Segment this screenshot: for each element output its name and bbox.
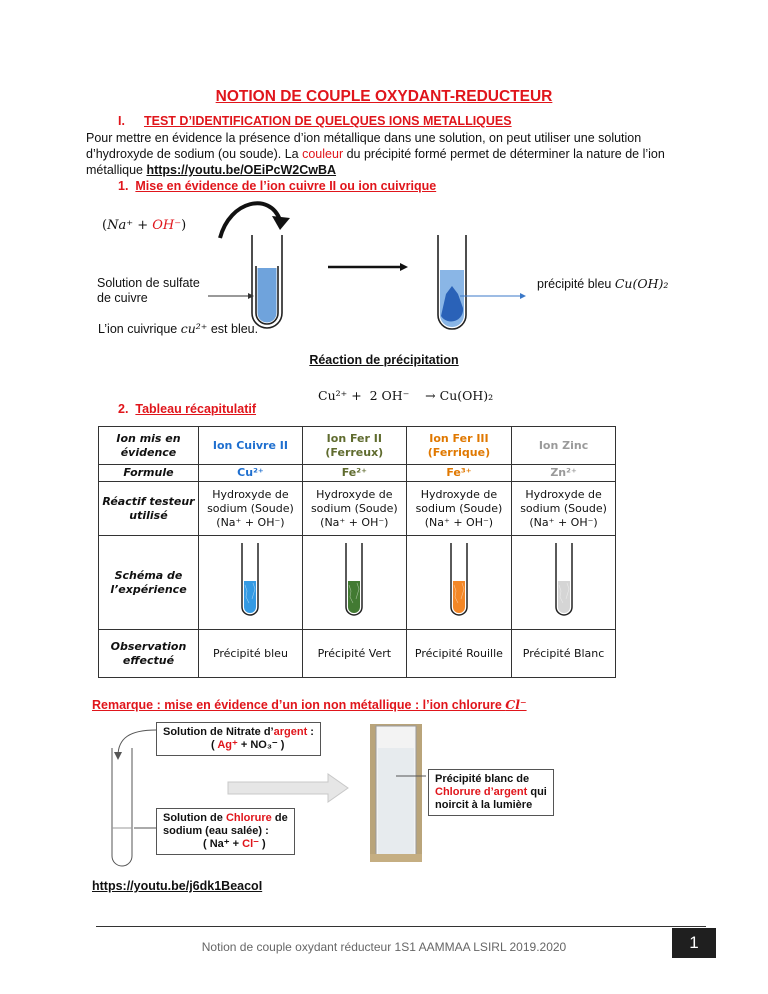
reagent-oh: OH⁻	[152, 218, 182, 233]
box-text: ( Na⁺ +	[203, 838, 243, 850]
reagent-line: sodium (Soude)	[520, 501, 607, 515]
ion-name: Ion Fer III	[429, 431, 489, 445]
tube-cell	[406, 536, 511, 630]
tube-cell	[199, 536, 303, 630]
box-text: sodium (eau salée) :	[163, 825, 269, 837]
box-text: )	[258, 838, 266, 850]
reagent-line: (Na⁺ + OH⁻)	[216, 515, 285, 529]
section-heading	[118, 114, 512, 128]
box-highlight: Chlorure d’argent	[435, 786, 528, 798]
reagent-line: (Na⁺ + OH⁻)	[529, 515, 598, 529]
test-tube-before	[252, 235, 282, 328]
ion-subname: (Ferrique)	[427, 445, 491, 459]
subsection-1-title: Mise en évidence de l’ion cuivre II ou ion cuivrique	[135, 179, 437, 193]
ion-statement-text2: est bleu.	[207, 322, 259, 336]
section-number: I.	[118, 114, 125, 128]
ion-name: Ion Zinc	[538, 438, 589, 452]
box-text: (	[211, 739, 218, 751]
box-text: :	[307, 726, 314, 738]
sodium-chloride-box	[156, 808, 295, 855]
reagent-line: Hydroxyde de	[316, 487, 393, 501]
table-row	[99, 465, 616, 482]
intro-paragraph	[86, 130, 686, 178]
para-highlight: couleur	[302, 147, 344, 161]
table-row	[99, 630, 616, 678]
remark-formula: Cl⁻	[505, 697, 527, 712]
test-tube-after	[438, 235, 466, 329]
subsection-2-title: Tableau récapitulatif	[135, 402, 257, 416]
experiment-diagram	[80, 190, 700, 330]
box-text: + NO₃⁻ )	[237, 739, 285, 751]
pour-arrow-head	[272, 216, 290, 230]
pour-arrow	[220, 203, 280, 238]
reagent-cell	[406, 482, 511, 536]
reagent-line: Hydroxyde de	[212, 487, 289, 501]
summary-table	[98, 426, 616, 678]
reagent-line: sodium (Soude)	[415, 501, 503, 515]
ion-statement-formula: cu²⁺	[180, 321, 208, 336]
ion-formula: Cu²⁺	[199, 465, 303, 482]
section-title: TEST D’IDENTIFICATION DE QUELQUES IONS METALLIQUES	[144, 114, 512, 128]
tube-cell	[302, 536, 406, 630]
reagent-line: sodium (Soude)	[310, 501, 398, 515]
solution-label-line2: de cuivre	[97, 291, 148, 305]
table-cell	[512, 427, 616, 465]
remark-heading	[92, 697, 527, 712]
ion-name: Ion Cuivre II	[212, 438, 288, 452]
precipitate-label	[537, 276, 668, 291]
footer-divider	[96, 926, 706, 927]
row-header: Formule	[99, 465, 199, 482]
table-cell	[302, 427, 406, 465]
row-header: Schéma de l’expérience	[99, 536, 199, 630]
ion-subname: (Ferreux)	[325, 445, 384, 459]
page-number: 1	[672, 928, 716, 958]
box-highlight: Ag⁺	[217, 739, 238, 751]
row-header: Ion mis en évidence	[99, 427, 199, 465]
table-row	[99, 482, 616, 536]
reagent-cell	[512, 482, 616, 536]
solution-label	[97, 276, 200, 306]
reagent-cell	[302, 482, 406, 536]
box-highlight: Chlorure	[225, 812, 272, 824]
subsection-2-heading	[118, 402, 256, 416]
box-text: Précipité blanc de	[435, 773, 530, 785]
box-text: qui	[527, 786, 547, 798]
subsection-2-number: 2.	[118, 402, 129, 416]
reagent-formula: (Na⁺ + OH⁻)	[102, 218, 187, 233]
reaction-equation: Cu²⁺ + 2 OH⁻ → Cu(OH)₂	[318, 388, 494, 403]
test-tube-icon	[444, 541, 474, 621]
reagent-cell	[199, 482, 303, 536]
box-text: Solution de Nitrate d’	[163, 726, 274, 738]
reagent-na: Na⁺ +	[107, 218, 153, 233]
precipitate-box	[428, 769, 554, 816]
table-row	[99, 536, 616, 630]
row-header: Réactif testeur utilisé	[99, 482, 199, 536]
ion-statement	[98, 321, 258, 336]
box-highlight: Cl⁻	[242, 838, 259, 850]
box-highlight: argent	[273, 726, 308, 738]
footer-text: Notion de couple oxydant réducteur 1S1 AAMMAA LSIRL 2019.2020	[201, 940, 567, 954]
reagent-line: Hydroxyde de	[525, 487, 602, 501]
silver-nitrate-box	[156, 722, 321, 756]
ion-formula: Fe²⁺	[302, 465, 406, 482]
observation-cell: Précipité Vert	[302, 630, 406, 678]
box-text: noircit à la lumière	[435, 799, 533, 811]
remark-text: Remarque : mise en évidence d’un ion non métallique : l’ion chlorure	[92, 698, 506, 712]
reagent-line: (Na⁺ + OH⁻)	[320, 515, 389, 529]
box-text: de	[271, 812, 288, 824]
observation-cell: Précipité bleu	[199, 630, 303, 678]
reagent-line: (Na⁺ + OH⁻)	[424, 515, 494, 529]
row-header: Observation effectué	[99, 630, 199, 678]
test-tube-icon	[549, 541, 579, 621]
para-text-2: du précipité formé permet de déterminer la nature de l’ion métallique	[86, 147, 665, 177]
test-tube-icon	[235, 541, 265, 621]
reagent-line: Hydroxyde de	[420, 487, 498, 501]
ion-name: Ion Fer II	[326, 431, 382, 445]
tube-cell	[512, 536, 616, 630]
ion-formula: Zn²⁺	[512, 465, 616, 482]
reaction-title: Réaction de précipitation	[309, 353, 459, 367]
para-text-1: Pour mettre en évidence la présence d’ion métallique dans une solution, on peut utiliser une solution d’hydroxyde de sodium (ou soude). La	[86, 131, 642, 161]
precipitate-label-text: précipité bleu	[537, 277, 615, 291]
table-row	[99, 427, 616, 465]
reagent-line: sodium (Soude)	[207, 501, 294, 515]
observation-cell: Précipité Rouille	[406, 630, 511, 678]
precipitate-formula: Cu(OH)₂	[614, 276, 669, 291]
box-text: Solution de	[163, 812, 226, 824]
video-link-1[interactable]: https://youtu.be/OEiPcW2CwBA	[146, 163, 337, 177]
ion-statement-text1: L’ion cuivrique	[98, 322, 181, 336]
table-cell	[199, 427, 303, 465]
observation-cell: Précipité Blanc	[512, 630, 616, 678]
video-link-2[interactable]: https://youtu.be/j6dk1BeacoI	[92, 879, 263, 893]
subsection-1-number: 1.	[118, 179, 129, 193]
ion-formula: Fe³⁺	[406, 465, 511, 482]
table-cell	[406, 427, 511, 465]
solution-label-line1: Solution de sulfate	[97, 276, 200, 290]
test-tube-icon	[339, 541, 369, 621]
page-title: NOTION DE COUPLE OXYDANT-REDUCTEUR	[215, 88, 553, 105]
